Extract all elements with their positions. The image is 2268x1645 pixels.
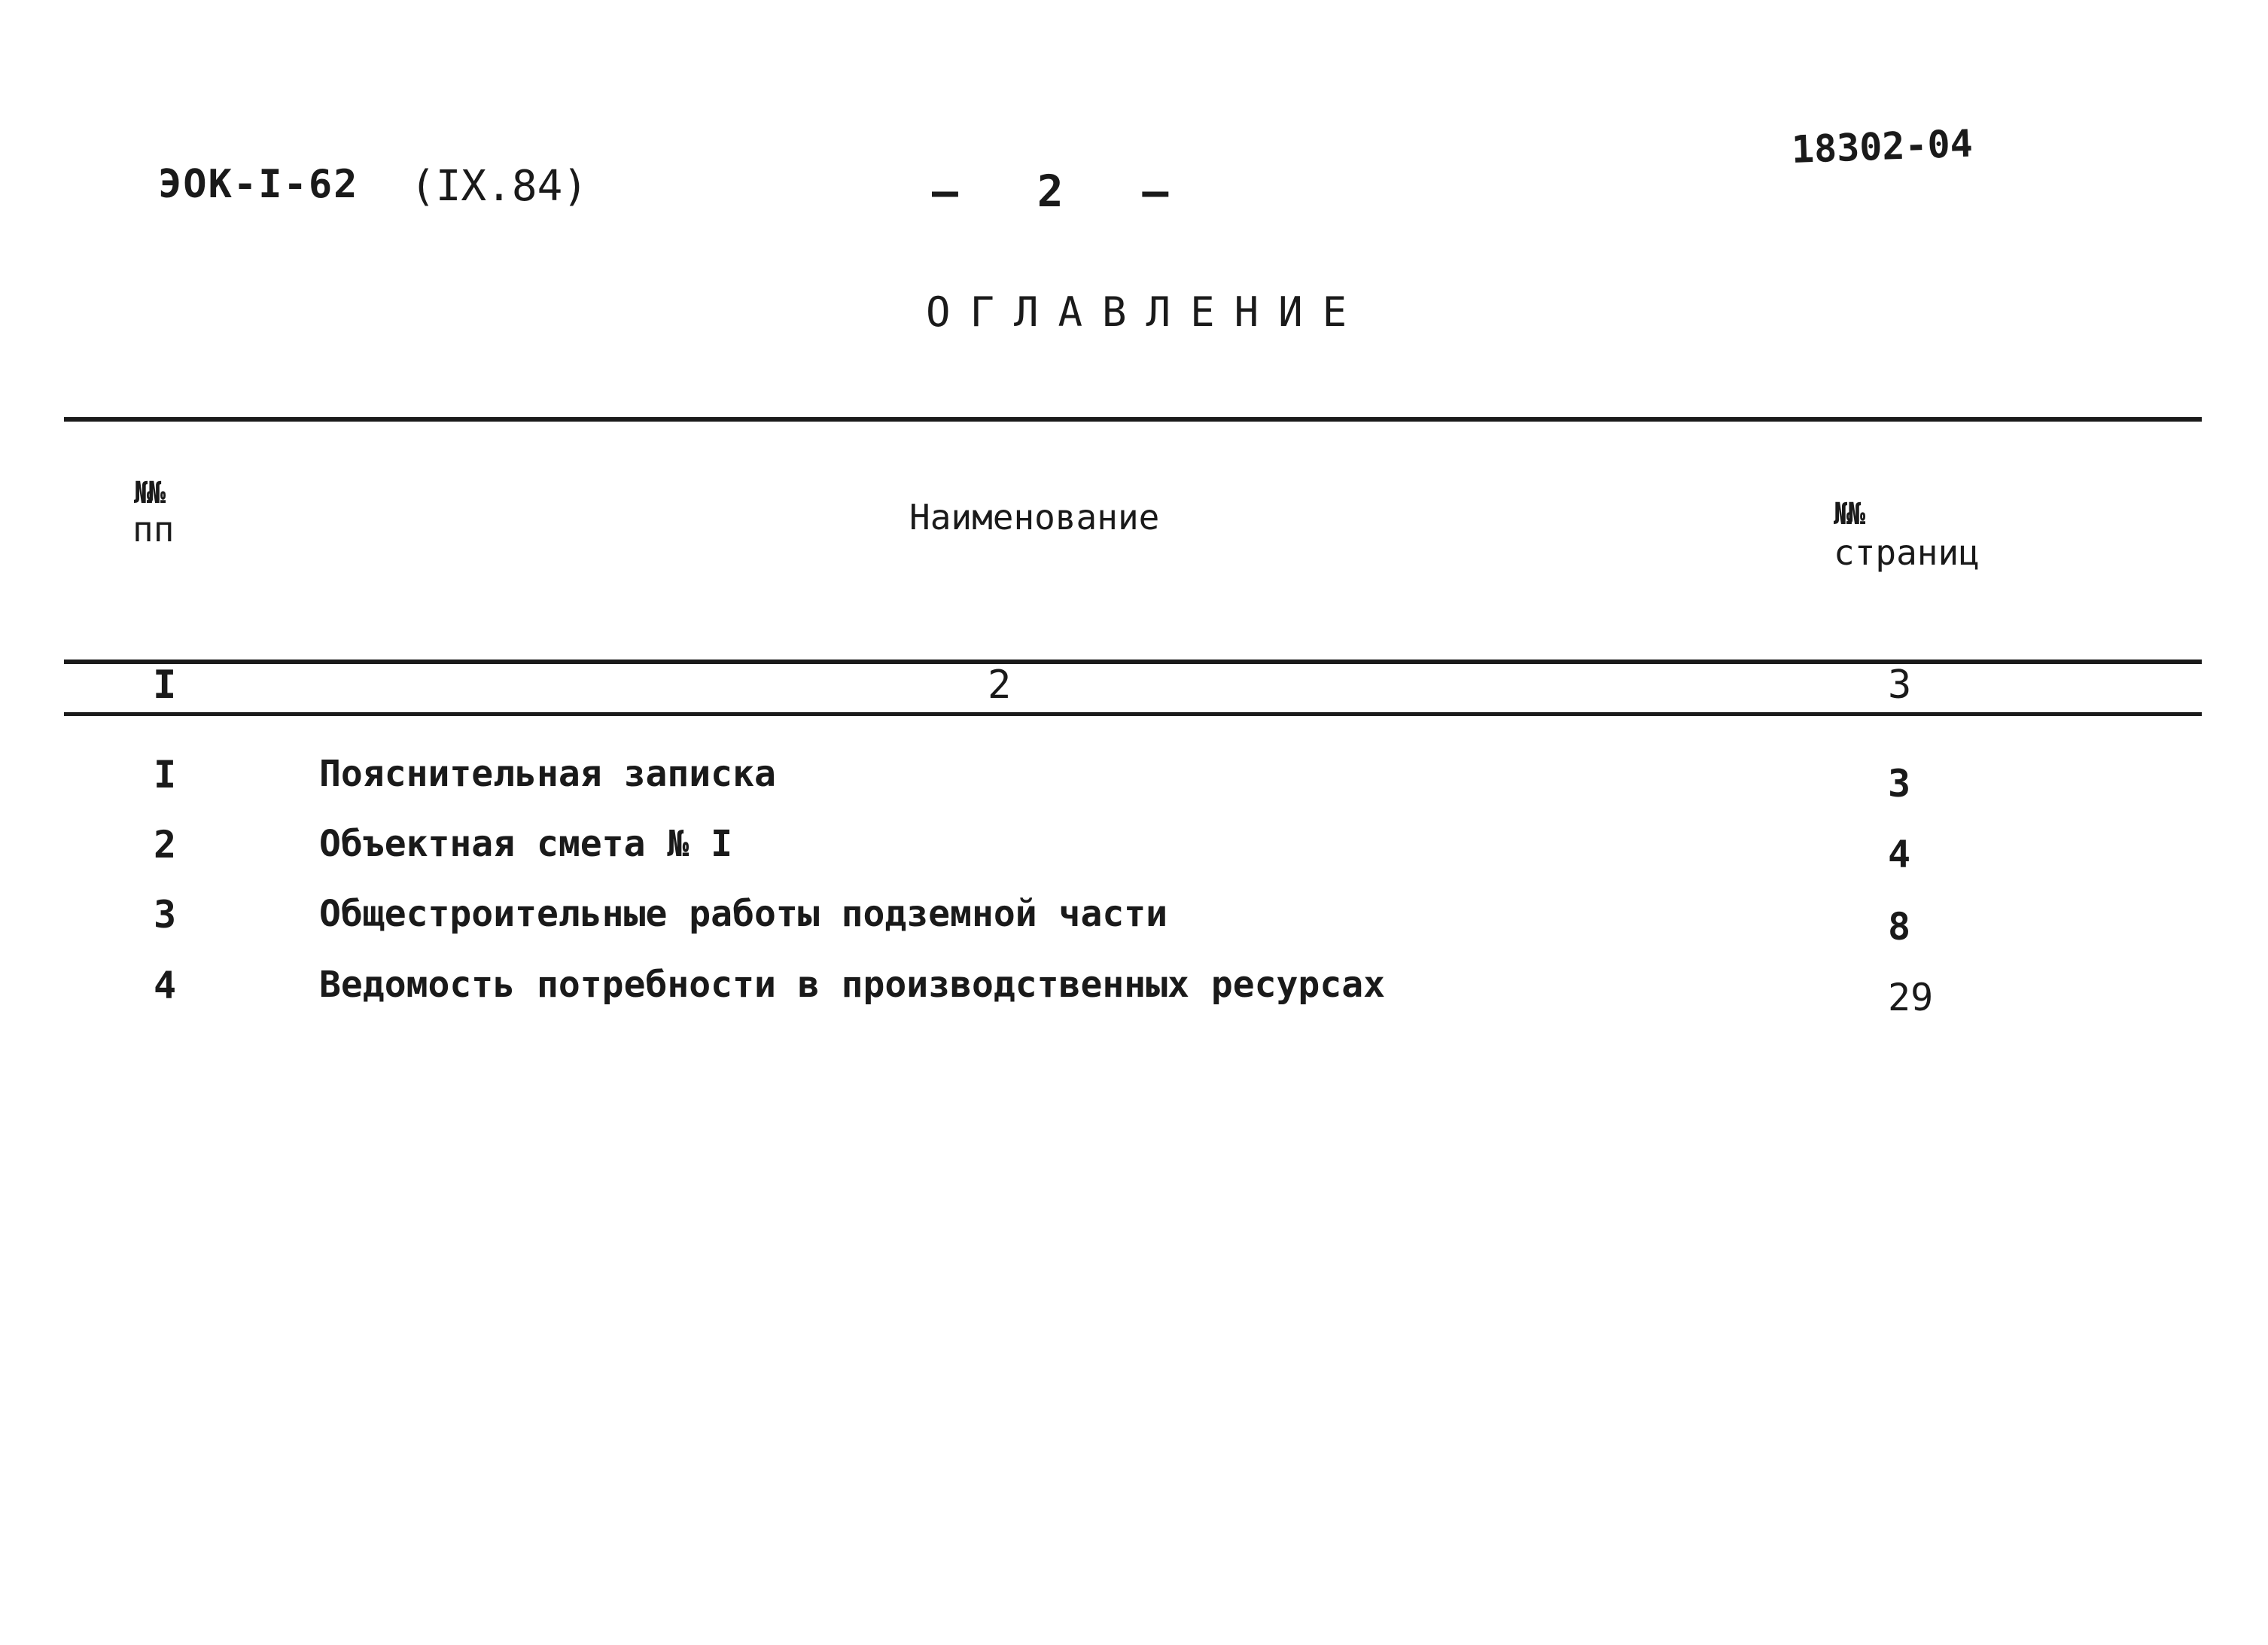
page-number: – 2 – xyxy=(932,166,1169,217)
document-code: ЭОК-I-62 xyxy=(158,162,359,207)
toc-row-title: Объектная смета № I xyxy=(319,823,733,865)
page-number-value: 2 xyxy=(1037,166,1064,217)
toc-row-number: 3 xyxy=(154,893,177,937)
toc-row-page: 29 xyxy=(1888,976,1934,1019)
column-header-number-symbol: №№ xyxy=(134,476,162,510)
toc-row-number: 2 xyxy=(154,823,177,867)
toc-row-number: I xyxy=(154,753,177,797)
column-header-pages-symbol: №№ xyxy=(1834,497,1862,532)
toc-row-title: Ведомость потребности в производственных ресурсах xyxy=(319,964,1386,1006)
toc-row-title: Пояснительная записка xyxy=(319,753,776,795)
column-index-1: I xyxy=(153,663,177,708)
column-index-3: 3 xyxy=(1888,663,1912,708)
toc-row-page: 3 xyxy=(1888,762,1911,806)
column-header-number: пп xyxy=(132,509,175,550)
toc-row-page: 4 xyxy=(1888,833,1911,876)
toc-row-title: Общестроительные работы подземной части xyxy=(319,893,1168,935)
toc-row-page: 8 xyxy=(1888,905,1911,949)
document-date: (IX.84) xyxy=(410,162,589,211)
stamp-number: 18302-04 xyxy=(1790,121,1974,172)
toc-row-number: 4 xyxy=(154,964,177,1007)
column-index-2: 2 xyxy=(988,663,1012,708)
table-header-rule xyxy=(64,660,2202,664)
table-index-rule xyxy=(64,712,2202,716)
column-header-name: Наименование xyxy=(909,497,1160,538)
toc-title: ОГЛАВЛЕНИЕ xyxy=(926,288,1367,336)
table-top-rule xyxy=(64,417,2202,422)
column-header-pages: страниц xyxy=(1834,532,1980,573)
